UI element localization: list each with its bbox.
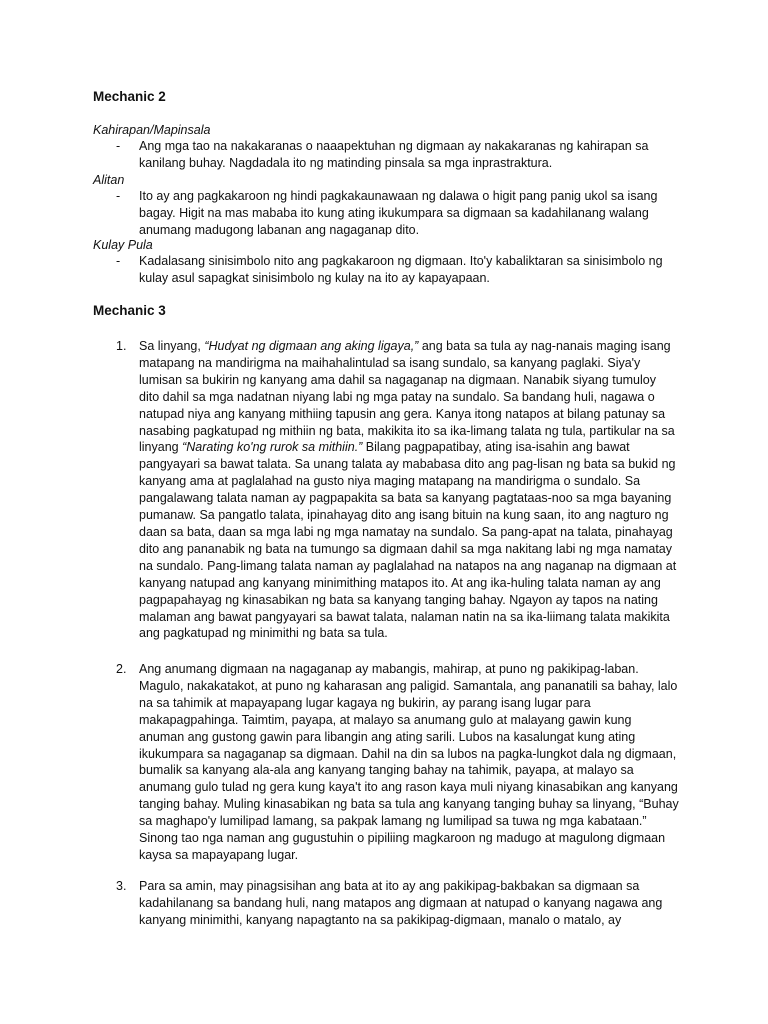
bullet-dash: - (116, 139, 121, 153)
bullet-dash: - (116, 254, 121, 268)
item-paragraph-2: Ang anumang digmaan na nagaganap ay mabangis, mahirap, at puno ng pakikipag-laban. Magulo, nakakatakot, at puno ng kaharasan ang paligid. Samantala, ang pananatili sa bahay, lalo na sa tahimik at mapayapang lugar kagaya ng bukirin, ay parang isang lugar para makapagpahinga. Taimtim, payapa, at malayo sa anumang gulo at malayang gawin kung anuman ang gustong gawin para libangin ang ating sarili. Lubos na kasalungat kung ating ikukumpara sa nagaganap sa digmaan. Dahil na din sa lubos na pagka-lungkot dala ng digmaan, bumalik sa kanyang ala-ala ang kanyang tanging bahay na tahimik, payapa, at malayo sa anumang gulo tulad ng gera kung kaya't ito ang rason kaya muli niyang kinasabikan ang kanyang tanging bahay. Muling kinasabikan ng bata sa tula ang kanyang tanging buhay sa linyang, “Buhay sa maghapo'y lumilipad lamang, sa pakpak lamang ng lumilipad sa tuwa ng mga kabataan.” Sinong tao nga naman ang gugustuhin o pipiliing magkaroon ng madugo at magulong digmaan kaysa sa mapayapang lugar. (139, 662, 679, 862)
definition-kahirapan: Ang mga tao na nakakaranas o naaapektuhan ng digmaan ay nakakaranas ng kahirapan sa kanilang buhay. Nagdadala ito ng matinding pinsala sa mga inprastraktura. (139, 139, 649, 170)
section-title-mechanic-3: Mechanic 3 (93, 303, 166, 318)
quoted-line: “Narating ko'ng rurok sa mithiin.” (182, 440, 363, 455)
item-paragraph-1: Sa linyang, “Hudyat ng digmaan ang aking ligaya,” ang bata sa tula ay nag-nanais maging isang matapang na mandirigma na maihahalintulad sa isang sundalo, sa kanyang paglaki. Siya'y lumisan sa bukirin ng kanyang ama dahil sa nagaganap na digmaan. Nanabik siyang tumuloy dito dahil sa mga nadatnan niyang labi ng mga patay na sundalo. Sa bandang huli, nagawa o natupad niya ang kanyang mithiing tapusin ang gera. Kanya itong natapos at bilang patunay sa nasabing pagkatupad ng mithiin ng bata, makikita ito sa ika-limang talata ng tula, partikular na sa linyang “Narating ko'ng rurok sa mithiin.” Bilang pagpapatibay, ating isa-isahin ang bawat pangyayari sa bawat talata. Sa unang talata ay mababasa dito ang pag-lisan ng bata sa bukid ng kanyang ama at paglalahad na gusto niya maging matapang na mandirigma o sundalo. Sa pangalawang talata naman ay pagpapakita sa bata sa kanyang pagtataas-noo sa mga bayaning pumanaw. Sa pangatlo talata, ipinahayag dito ang isang bituin na kung saan, ito ang nagturo ng daan sa bata, daan sa mga labi ng mga namatay na sundalo. Sa pang-apat na talata, pinahayag dito ang pananabik ng bata na tumungo sa digmaan dahil sa mga nakitang labi ng mga namatay na sundalo. Pang-limang talata naman ay paglalahad na natapos na ang naganap na digmaan at kanyang natupad ang kanyang minimithing matapos ito. At ang ika-huling talata naman ay ang pagpapahayag ng kinasabikan ng bata sa kanyang tanging bahay. Ngayon ay tapos na nating malaman ang bawat pangyayari sa bawat talata, nalaman natin na sa ika-liimang talata makikita ang pagkatupad ng minimithi ng bata sa tula. (139, 339, 677, 641)
quoted-line: “Hudyat ng digmaan ang aking ligaya,” (204, 339, 419, 353)
definition-kulay-pula: Kadalasang sinisimbolo nito ang pagkakaroon ng digmaan. Ito'y kabaliktaran sa sinisimbolo ng kulay asul sapagkat sinisimbolo ng kulay na ito ay kapayapaan. (139, 254, 663, 285)
bullet-dash: - (116, 189, 121, 203)
item-paragraph-3: Para sa amin, may pinagsisihan ang bata at ito ay ang pakikipag-bakbakan sa digmaan sa kadahilanang sa bandang huli, nang matapos ang digmaan at natupad o kanyang nagawa ang kanyang minimithi, kanyang napagtanto na sa pakikipag-digmaan, manalo o matalo, ay (139, 879, 663, 927)
item-number-3: 3. (116, 879, 127, 893)
item-number-2: 2. (116, 662, 127, 676)
section-title-mechanic-2: Mechanic 2 (93, 89, 166, 104)
term-kahirapan: Kahirapan/Mapinsala (93, 123, 211, 137)
item-number-1: 1. (116, 339, 127, 353)
term-alitan: Alitan (93, 173, 125, 187)
term-kulay-pula: Kulay Pula (93, 238, 153, 252)
definition-alitan: Ito ay ang pagkakaroon ng hindi pagkakaunawaan ng dalawa o higit pang panig ukol sa isang bagay. Higit na mas mababa ito kung ating ikukumpara sa digmaan sa kadahilanang walang anumang madugong labanan ang nagaganap dito. (139, 189, 658, 237)
